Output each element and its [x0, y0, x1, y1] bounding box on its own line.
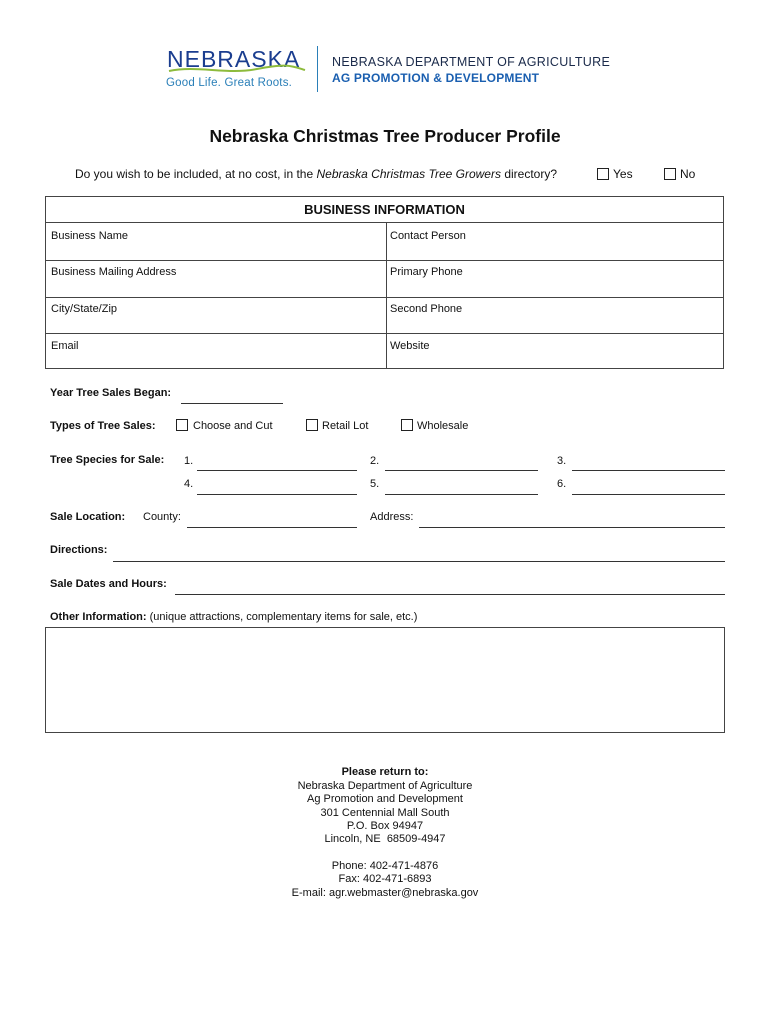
- address-input[interactable]: [419, 527, 725, 528]
- choose-and-cut-label: Choose and Cut: [193, 420, 273, 432]
- species-1-input[interactable]: [197, 470, 357, 471]
- mailing-address-field[interactable]: Business Mailing Address: [51, 266, 177, 278]
- second-phone-field[interactable]: Second Phone: [390, 303, 463, 315]
- page-title: Nebraska Christmas Tree Producer Profile: [209, 126, 561, 146]
- other-information-textarea[interactable]: [45, 627, 725, 733]
- species-number-5: 5.: [370, 478, 380, 490]
- business-information-heading: BUSINESS INFORMATION: [46, 197, 723, 223]
- return-address-line: Ag Promotion and Development: [307, 793, 463, 805]
- primary-phone-field[interactable]: Primary Phone: [390, 266, 463, 278]
- county-label: County:: [143, 511, 181, 523]
- year-sales-began-input[interactable]: [181, 403, 283, 404]
- directory-question-prefix: Do you wish to be included, at no cost, in the: [75, 167, 317, 181]
- return-address-line: Nebraska Department of Agriculture: [297, 780, 473, 792]
- division-name: AG PROMOTION & DEVELOPMENT: [332, 71, 540, 85]
- species-number-1: 1.: [184, 455, 194, 467]
- business-information-table: [45, 196, 724, 369]
- return-email-link[interactable]: E-mail: agr.webmaster@nebraska.gov: [291, 887, 479, 899]
- business-name-field[interactable]: Business Name: [51, 230, 129, 242]
- species-2-input[interactable]: [385, 470, 538, 471]
- species-number-6: 6.: [557, 478, 567, 490]
- sale-dates-label: Sale Dates and Hours:: [50, 578, 167, 590]
- website-field[interactable]: Website: [390, 340, 430, 352]
- contact-person-field[interactable]: Contact Person: [390, 230, 466, 242]
- retail-lot-checkbox[interactable]: [306, 419, 318, 431]
- year-sales-began-label: Year Tree Sales Began:: [50, 387, 172, 399]
- logo-divider: [317, 46, 318, 92]
- return-address-line: 301 Centennial Mall South: [320, 807, 450, 819]
- county-input[interactable]: [187, 527, 357, 528]
- yes-checkbox[interactable]: [597, 168, 609, 180]
- nebraska-logo-wordmark: NEBRASKA: [167, 46, 301, 72]
- tree-species-label: Tree Species for Sale:: [50, 454, 165, 466]
- return-address-line: Lincoln, NE 68509-4947: [324, 833, 446, 845]
- other-information-label: Other Information:: [50, 611, 147, 623]
- wholesale-checkbox[interactable]: [401, 419, 413, 431]
- other-information-heading: [50, 611, 417, 623]
- no-checkbox[interactable]: [664, 168, 676, 180]
- directions-label: Directions:: [50, 544, 108, 556]
- department-name: NEBRASKA DEPARTMENT OF AGRICULTURE: [332, 55, 611, 69]
- directions-input[interactable]: [113, 561, 725, 562]
- directory-question-suffix: directory?: [500, 167, 558, 181]
- return-phone: Phone: 402-471-4876: [331, 860, 439, 872]
- species-4-input[interactable]: [197, 494, 357, 495]
- yes-label: Yes: [613, 167, 633, 181]
- wholesale-label: Wholesale: [417, 420, 469, 432]
- directory-name: Nebraska Christmas Tree Growers: [316, 167, 501, 181]
- sale-dates-input[interactable]: [175, 594, 725, 595]
- email-field[interactable]: Email: [51, 340, 79, 352]
- retail-lot-label: Retail Lot: [322, 420, 369, 432]
- species-3-input[interactable]: [572, 470, 725, 471]
- sale-location-label: Sale Location:: [50, 511, 126, 523]
- other-information-hint: (unique attractions, complementary items for sale, etc.): [149, 611, 418, 623]
- species-number-3: 3.: [557, 455, 567, 467]
- return-heading: Please return to:: [341, 766, 429, 778]
- species-6-input[interactable]: [572, 494, 725, 495]
- logo-tagline: Good Life. Great Roots.: [166, 77, 293, 89]
- no-label: No: [680, 167, 696, 181]
- directory-question: [75, 167, 557, 181]
- species-number-2: 2.: [370, 455, 380, 467]
- return-address-line: P.O. Box 94947: [346, 820, 424, 832]
- species-5-input[interactable]: [385, 494, 538, 495]
- logo-wave-icon: [167, 62, 307, 76]
- address-label: Address:: [370, 511, 414, 523]
- choose-and-cut-checkbox[interactable]: [176, 419, 188, 431]
- table-row: [46, 223, 723, 261]
- species-number-4: 4.: [184, 478, 194, 490]
- city-state-zip-field[interactable]: City/State/Zip: [51, 303, 118, 315]
- return-fax: Fax: 402-471-6893: [338, 873, 432, 885]
- table-row: [46, 297, 723, 334]
- types-of-sales-label: Types of Tree Sales:: [50, 420, 156, 432]
